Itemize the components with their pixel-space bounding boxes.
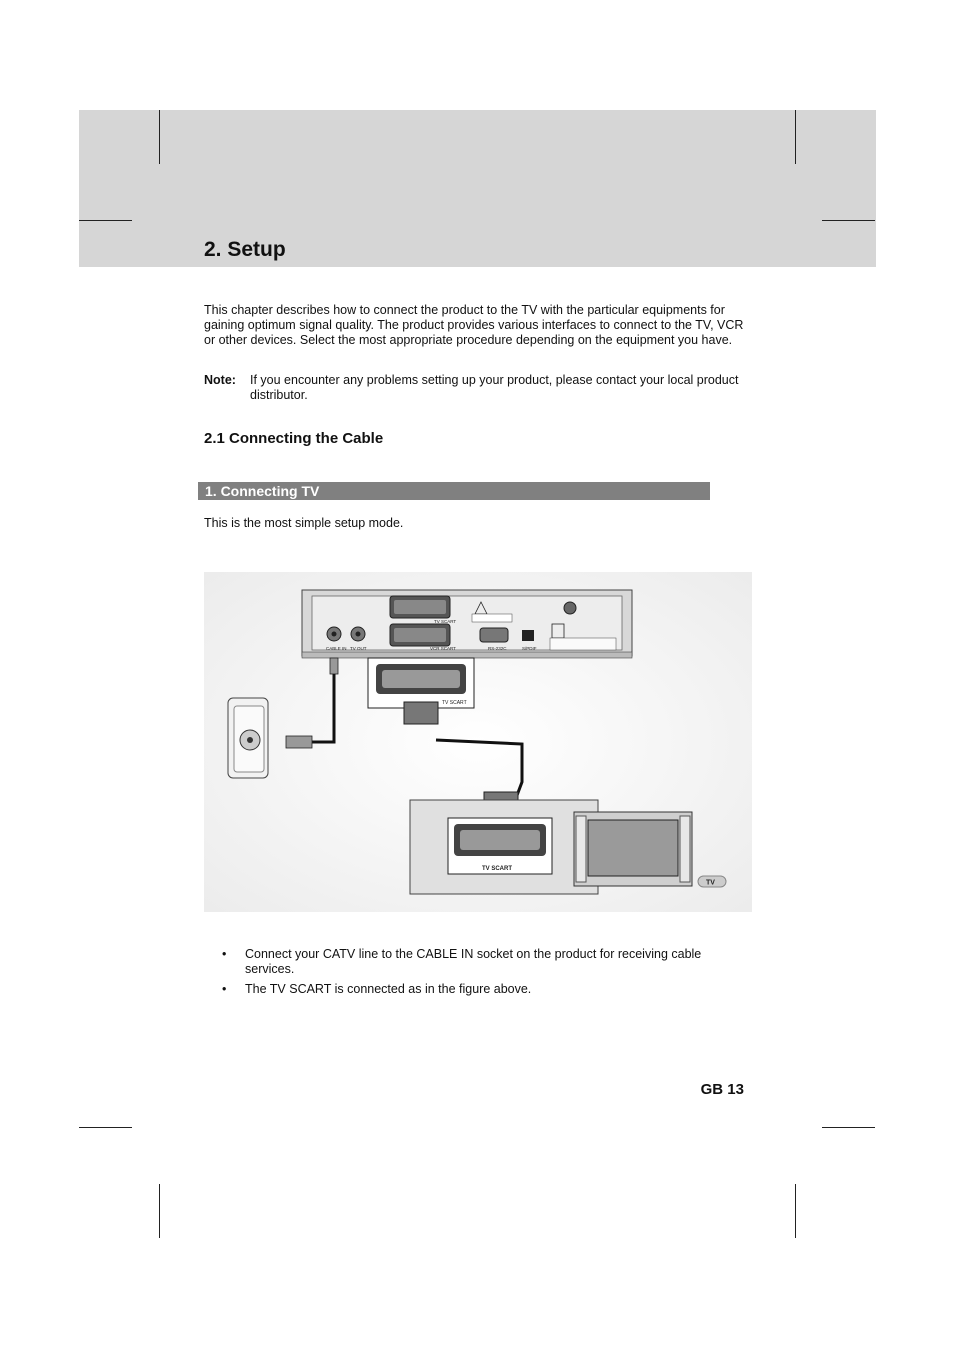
- subsection-header: [198, 482, 710, 500]
- rating-label: [550, 638, 616, 650]
- list-item-text: The TV SCART is connected as in the figure above.: [245, 982, 532, 996]
- label-vcr-scart: VCR SCART: [430, 646, 456, 651]
- list-item-text: Connect your CATV line to the CABLE IN socket on the product for receiving cable services.: [245, 947, 702, 976]
- crop-mark: [79, 220, 132, 221]
- crop-mark: [795, 110, 796, 164]
- page-number: GB 13: [700, 1081, 744, 1098]
- header-band: [79, 110, 876, 267]
- coax-plug-wall: [286, 736, 312, 748]
- power-socket: [564, 602, 576, 614]
- wall-antenna-outlet: [228, 698, 268, 778]
- tv-set: [574, 812, 692, 886]
- crop-mark: [159, 1184, 160, 1238]
- subsection-title: 1. Connecting TV: [205, 483, 320, 499]
- note-text: If you encounter any problems setting up your product, please contact your local product distributor.: [250, 373, 739, 402]
- crop-mark: [159, 110, 160, 164]
- label-spdif: S/PDIF: [522, 646, 537, 651]
- note-label: Note:: [204, 373, 236, 387]
- connection-diagram: [204, 572, 752, 912]
- crop-mark: [79, 1127, 132, 1128]
- list-item: • The TV SCART is connected as in the figure above.: [222, 982, 532, 996]
- label-tv-out: TV OUT: [350, 646, 367, 651]
- crop-mark: [822, 220, 875, 221]
- subsection-description: This is the most simple setup mode.: [204, 516, 404, 530]
- vcr-scart-port: [390, 624, 450, 646]
- chapter-title: 2. Setup: [204, 238, 286, 261]
- list-item: • Connect your CATV line to the CABLE IN socket on the product for receiving cable services.: [222, 947, 702, 976]
- instruction-list: [222, 947, 742, 1002]
- tv-connection-panel: [410, 800, 598, 894]
- label-rs232: RS-232C: [488, 646, 507, 651]
- label-tv-badge: TV: [706, 879, 715, 887]
- label-tv-scart-top: TV SCART: [434, 619, 457, 624]
- caution-label: [472, 614, 512, 622]
- intro-paragraph: This chapter describes how to connect the product to the TV with the particular equipments for gaining optimum signal quality. The product provides various interfaces to connect to the TV, VCR or other devices. Select the most appropriate procedure depending on the equipment you have.: [204, 303, 744, 347]
- rs232-port: [480, 628, 508, 642]
- section-title: 2.1 Connecting the Cable: [204, 430, 384, 447]
- crop-mark: [795, 1184, 796, 1238]
- coax-plug-receiver: [330, 658, 338, 674]
- label-cable-in: CABLE IN: [326, 646, 347, 651]
- crop-mark: [822, 1127, 875, 1128]
- tv-scart-port-top: [390, 596, 450, 618]
- spdif-port: [522, 630, 534, 641]
- label-tv-scart-tv: TV SCART: [482, 866, 512, 872]
- label-tv-scart-cable: TV SCART: [442, 700, 467, 706]
